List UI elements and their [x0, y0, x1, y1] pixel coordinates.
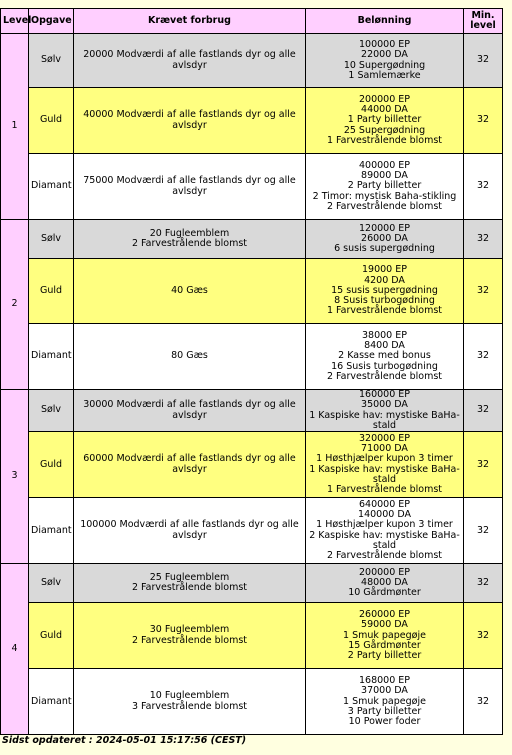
requirement-line: 3 Farvestrålende blomst [131, 700, 248, 712]
table-row [1, 88, 503, 154]
reward-line: 10 Power foder [348, 716, 421, 728]
reward-line: 1 Kaspiske hav: mystiske BaHa- [309, 463, 460, 475]
header-level: Level [1, 9, 29, 34]
table-row [1, 34, 503, 88]
reward-cell [306, 432, 464, 498]
min-level-value: 32 [464, 220, 503, 259]
reward-line: 1 Høsthjælper kupon 3 timer [316, 453, 453, 465]
min-level-value: 32 [464, 154, 503, 220]
reward-line: stald [372, 419, 397, 431]
min-level-value: 32 [464, 498, 503, 564]
reward-line: 15 susis supergødning [331, 284, 438, 296]
tier-name: Diamant [29, 669, 74, 735]
reward-line: 1 Party billetter [347, 114, 422, 126]
requirement-line: 2 Farvestrålende blomst [131, 582, 248, 594]
table-row [1, 432, 503, 498]
table-row [1, 259, 503, 324]
reward-line: 2 Timor: mystisk Baha-stikling [312, 190, 457, 202]
level-number: 4 [1, 564, 29, 735]
min-level-value: 32 [464, 88, 503, 154]
requirement-cell [74, 220, 306, 259]
reward-line: 48000 DA [361, 577, 408, 589]
reward-line: 1 Farvestrålende blomst [326, 134, 443, 146]
last-updated-footer: Sidst opdateret : 2024-05-01 15:17:56 (CEST) [2, 735, 247, 746]
requirement-line: 40 Gæs [171, 284, 208, 296]
table-row [1, 220, 503, 259]
reward-line: 25 Supergødning [343, 124, 426, 136]
table-row [1, 564, 503, 603]
reward-line: 2 Party billetter [347, 650, 422, 662]
reward-cell [306, 498, 464, 564]
requirement-cell [74, 564, 306, 603]
requirement-line: 20 Fugleemblem [149, 227, 230, 239]
reward-line: 4200 DA [364, 274, 405, 286]
tier-name: Guld [29, 259, 74, 324]
reward-line: 22000 DA [361, 49, 408, 61]
requirement-line: 40000 Modværdi af alle fastlands dyr og alle [83, 109, 296, 121]
reward-line: 1 Smuk papegøje [343, 629, 426, 641]
rewards-table [0, 8, 503, 735]
reward-line: 6 susis supergødning [334, 243, 435, 255]
min-level-value: 32 [464, 259, 503, 324]
min-level-value: 32 [464, 603, 503, 669]
table-row [1, 603, 503, 669]
reward-line: 2 Party billetter [347, 180, 422, 192]
min-level-value: 32 [464, 390, 503, 432]
requirement-cell [74, 154, 306, 220]
reward-line: 1 Kaspiske hav: mystiske BaHa- [309, 409, 460, 421]
reward-line: 320000 EP [358, 432, 411, 444]
tier-name: Sølv [29, 564, 74, 603]
table-body [1, 34, 503, 735]
reward-cell [306, 154, 464, 220]
reward-line: 1 Smuk papegøje [343, 695, 426, 707]
table-header-row [1, 9, 503, 34]
reward-line: 2 Farvestrålende blomst [326, 200, 443, 212]
requirement-cell [74, 34, 306, 88]
header-belonning: Belønning [306, 9, 464, 34]
requirement-cell [74, 88, 306, 154]
requirement-cell [74, 390, 306, 432]
requirement-cell [74, 324, 306, 390]
tier-name: Diamant [29, 324, 74, 390]
table-row [1, 498, 503, 564]
min-level-value: 32 [464, 564, 503, 603]
requirement-line: 20000 Modværdi af alle fastlands dyr og alle [83, 49, 296, 61]
reward-cell [306, 603, 464, 669]
reward-cell [306, 669, 464, 735]
reward-line: 200000 EP [358, 93, 411, 105]
reward-line: 35000 DA [361, 399, 408, 411]
requirement-cell [74, 432, 306, 498]
tier-name: Diamant [29, 498, 74, 564]
requirement-line: 10 Fugleemblem [149, 690, 230, 702]
reward-line: 89000 DA [361, 170, 408, 182]
reward-line: 260000 EP [358, 608, 411, 620]
reward-line: stald [372, 473, 397, 485]
requirement-line: 25 Fugleemblem [149, 571, 230, 583]
requirement-line: avlsdyr [172, 529, 207, 541]
reward-line: 8 Susis turbogødning [334, 295, 435, 307]
requirement-cell [74, 603, 306, 669]
tier-name: Diamant [29, 154, 74, 220]
reward-line: 16 Susis turbogødning [331, 360, 438, 372]
reward-line: 38000 EP [362, 329, 407, 341]
reward-line: 59000 DA [361, 619, 408, 631]
reward-line: 2 Farvestrålende blomst [326, 550, 443, 562]
requirement-cell [74, 669, 306, 735]
tier-name: Guld [29, 603, 74, 669]
reward-line: 10 Supergødning [343, 59, 426, 71]
requirement-line: 60000 Modværdi af alle fastlands dyr og alle [83, 453, 296, 465]
reward-line: 1 Farvestrålende blomst [326, 484, 443, 496]
reward-line: 200000 EP [358, 566, 411, 578]
reward-line: 400000 EP [358, 159, 411, 171]
reward-line: 160000 EP [358, 389, 411, 400]
table-row [1, 669, 503, 735]
min-level-value: 32 [464, 432, 503, 498]
reward-line: 71000 DA [361, 443, 408, 455]
level-number: 3 [1, 390, 29, 564]
reward-line: 8400 DA [364, 340, 405, 352]
min-level-value: 32 [464, 34, 503, 88]
reward-line: 2 Kasse med bonus [338, 350, 431, 362]
reward-line: 120000 EP [358, 222, 411, 234]
requirement-line: 80 Gæs [171, 350, 208, 362]
reward-line: 2 Kaspiske hav: mystiske BaHa- [309, 529, 460, 541]
reward-line: 2 Farvestrålende blomst [326, 370, 443, 382]
reward-line: 640000 EP [358, 498, 411, 510]
requirement-line: avlsdyr [172, 119, 207, 131]
min-level-value: 32 [464, 669, 503, 735]
reward-line: 10 Gårdmønter [348, 587, 421, 599]
header-forbrug: Krævet forbrug [74, 9, 306, 34]
reward-line: stald [372, 539, 397, 551]
requirement-cell [74, 259, 306, 324]
reward-cell [306, 88, 464, 154]
tier-name: Guld [29, 432, 74, 498]
level-number: 2 [1, 220, 29, 390]
reward-cell [306, 259, 464, 324]
requirement-line: 2 Farvestrålende blomst [131, 238, 248, 249]
header-opgave: Opgave [29, 9, 74, 34]
reward-cell [306, 220, 464, 259]
tier-name: Sølv [29, 220, 74, 259]
reward-line: 1 Samlemærke [348, 69, 421, 81]
requirement-cell [74, 498, 306, 564]
level-number: 1 [1, 34, 29, 220]
reward-cell [306, 564, 464, 603]
requirement-line: 100000 Modværdi af alle fastlands dyr og alle [80, 519, 299, 531]
reward-line: 168000 EP [358, 674, 411, 686]
min-level-value: 32 [464, 324, 503, 390]
reward-line: 1 Høsthjælper kupon 3 timer [316, 519, 453, 531]
reward-line: 44000 DA [361, 104, 408, 116]
requirement-line: 2 Farvestrålende blomst [131, 634, 248, 646]
reward-line: 37000 DA [361, 685, 408, 697]
table-row [1, 154, 503, 220]
reward-cell [306, 390, 464, 432]
reward-line: 15 Gårdmønter [348, 639, 421, 651]
reward-line: 100000 EP [358, 38, 411, 50]
header-min-level: Min. level [464, 9, 503, 34]
reward-line: 3 Party billetter [347, 705, 422, 717]
reward-line: 26000 DA [361, 232, 408, 244]
reward-cell [306, 34, 464, 88]
requirement-line: 30 Fugleemblem [149, 624, 230, 636]
table-row [1, 390, 503, 432]
requirement-line: 30000 Modværdi af alle fastlands dyr og alle [83, 399, 296, 411]
requirement-line: avlsdyr [172, 463, 207, 475]
reward-line: 140000 DA [358, 509, 411, 521]
requirement-line: avlsdyr [172, 409, 207, 421]
requirement-line: avlsdyr [172, 59, 207, 71]
tier-name: Sølv [29, 390, 74, 432]
reward-line: 19000 EP [362, 264, 407, 276]
requirement-line: avlsdyr [172, 185, 207, 197]
tier-name: Sølv [29, 34, 74, 88]
requirement-line: 75000 Modværdi af alle fastlands dyr og alle [83, 175, 296, 187]
table-row [1, 324, 503, 390]
tier-name: Guld [29, 88, 74, 154]
reward-line: 1 Farvestrålende blomst [326, 305, 443, 317]
reward-cell [306, 324, 464, 390]
